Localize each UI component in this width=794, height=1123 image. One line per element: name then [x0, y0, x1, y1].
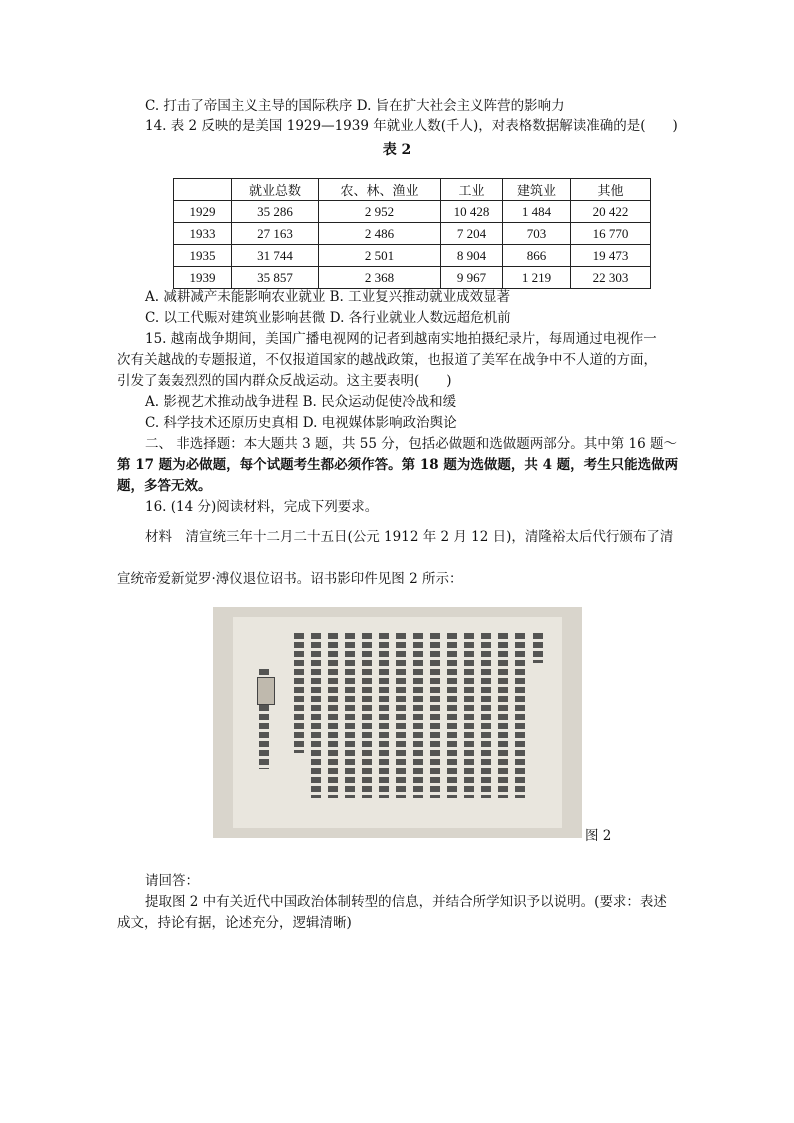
employment-table	[173, 178, 651, 289]
table-header-cell: 其他	[571, 179, 651, 201]
table-cell: 1929	[174, 201, 232, 223]
table-cell: 9 967	[441, 267, 503, 289]
table-cell: 7 204	[441, 223, 503, 245]
table-cell: 2 368	[319, 267, 441, 289]
table-cell: 22 303	[571, 267, 651, 289]
q15-stem-line-3: 引发了轰轰烈烈的国内群众反战运动。这主要表明( )	[117, 373, 452, 389]
table-row	[174, 245, 651, 267]
table-cell: 35 857	[232, 267, 319, 289]
edict-text-column	[515, 633, 525, 798]
table-row	[174, 267, 651, 289]
table-cell: 1935	[174, 245, 232, 267]
table-header-cell: 就业总数	[232, 179, 319, 201]
table-cell: 2 501	[319, 245, 441, 267]
imperial-seal	[257, 677, 275, 705]
section-two-line-2: 第 17 题为必做题，每个试题考生都必须作答。第 18 题为选做题，共 4 题，考生只能选做两	[117, 457, 679, 473]
table-cell: 1 484	[503, 201, 571, 223]
edict-paper	[233, 617, 562, 828]
material-line-1: 材料 清宣统三年十二月二十五日(公元 1912 年 2 月 12 日)，清隆裕太后代行颁布了清	[145, 529, 674, 545]
table-header-cell	[174, 179, 232, 201]
table-cell: 27 163	[232, 223, 319, 245]
edict-text-column	[379, 633, 389, 798]
q13-options-cd: C. 打击了帝国主义主导的国际秩序 D. 旨在扩大社会主义阵营的影响力	[145, 98, 565, 114]
table-cell: 2 486	[319, 223, 441, 245]
table-cell: 19 473	[571, 245, 651, 267]
q14-options-cd: C. 以工代赈对建筑业影响甚微 D. 各行业就业人数远超危机前	[145, 310, 511, 326]
table-row	[174, 223, 651, 245]
task-line-1: 提取图 2 中有关近代中国政治体制转型的信息，并结合所学知识予以说明。(要求：表述	[145, 894, 667, 910]
q15-options-ab: A. 影视艺术推动战争进程 B. 民众运动促使冷战和缓	[145, 394, 457, 410]
edict-text-column	[328, 633, 338, 798]
edict-text-column	[311, 633, 321, 798]
table-cell: 866	[503, 245, 571, 267]
figure-caption: 图 2	[585, 828, 612, 844]
edict-text-column	[294, 633, 304, 753]
material-line-2: 宣统帝爱新觉罗·溥仪退位诏书。诏书影印件见图 2 所示：	[117, 571, 463, 587]
table-cell: 703	[503, 223, 571, 245]
table-cell: 1933	[174, 223, 232, 245]
edict-text-column	[413, 633, 423, 798]
table-cell: 10 428	[441, 201, 503, 223]
table-cell: 20 422	[571, 201, 651, 223]
q15-stem-line-2: 次有关越战的专题报道，不仅报道国家的越战政策，也报道了美军在战争中不人道的方面，	[117, 352, 657, 368]
edict-text-column	[464, 633, 474, 798]
table-header-cell: 建筑业	[503, 179, 571, 201]
edict-text-column	[430, 633, 440, 798]
edict-text-column	[396, 633, 406, 798]
q15-stem-line-1: 15. 越南战争期间，美国广播电视网的记者到越南实地拍摄纪录片，每周通过电视作一	[145, 331, 657, 347]
edict-text-column	[345, 633, 355, 798]
edict-text-column	[447, 633, 457, 798]
edict-text-column	[481, 633, 491, 798]
task-line-2: 成文，持论有据，论述充分，逻辑清晰)	[117, 915, 352, 931]
edict-title-column	[533, 633, 543, 663]
answer-prompt: 请回答：	[145, 873, 199, 889]
q16-stem: 16. (14 分)阅读材料，完成下列要求。	[145, 499, 379, 515]
section-two-line-1: 二、 非选择题：本大题共 3 题，共 55 分，包括必做题和选做题两部分。其中第 16 题～	[145, 436, 677, 452]
table-title: 表 2	[382, 142, 412, 158]
table-row	[174, 201, 651, 223]
section-two-line-3: 题，多答无效。	[117, 478, 212, 494]
table-header-row	[174, 179, 651, 201]
table-cell: 8 904	[441, 245, 503, 267]
abdication-edict-image	[213, 607, 582, 838]
table-cell: 2 952	[319, 201, 441, 223]
table-cell: 16 770	[571, 223, 651, 245]
edict-text-column	[498, 633, 508, 798]
table-cell: 1 219	[503, 267, 571, 289]
table-cell: 1939	[174, 267, 232, 289]
edict-text-column	[362, 633, 372, 798]
q14-stem: 14. 表 2 反映的是美国 1929—1939 年就业人数(千人)，对表格数据解读准确的是( )	[145, 118, 678, 134]
q14-options-ab: A. 减耕减产未能影响农业就业 B. 工业复兴推动就业成效显著	[145, 289, 511, 305]
table-cell: 31 744	[232, 245, 319, 267]
table-cell: 35 286	[232, 201, 319, 223]
table-header-cell: 农、林、渔业	[319, 179, 441, 201]
table-header-cell: 工业	[441, 179, 503, 201]
q15-options-cd: C. 科学技术还原历史真相 D. 电视媒体影响政治舆论	[145, 415, 457, 431]
